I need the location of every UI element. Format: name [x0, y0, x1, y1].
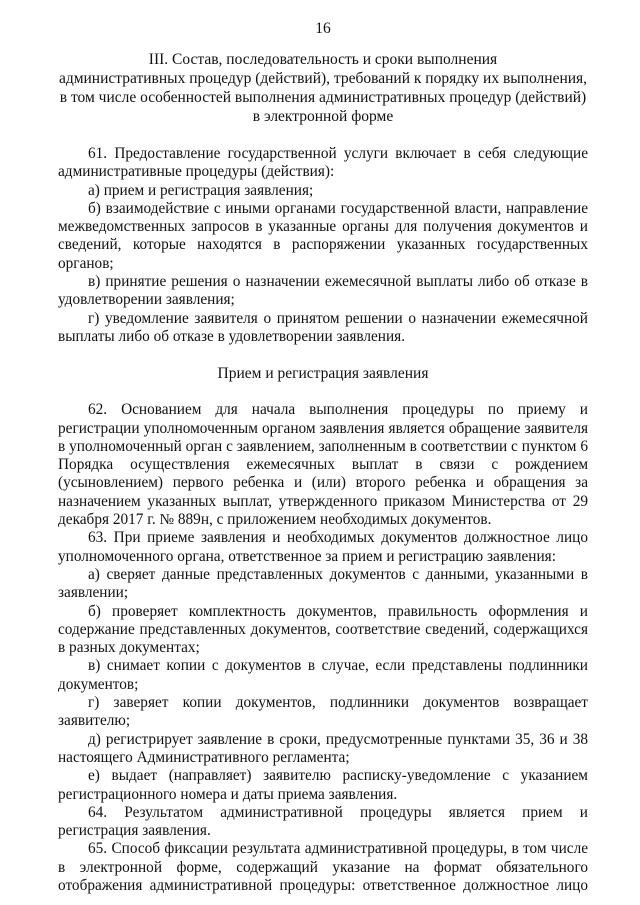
list-item-63-a: а) сверяет данные представленных документов с данными, указанными в заявлении; [58, 565, 588, 602]
list-item-63-g: г) заверяет копии документов, подлинники документов возвращает заявителю; [58, 694, 588, 730]
paragraph-64: 64. Результатом административной процедуры является прием и регистрация заявления. [58, 803, 588, 840]
list-item-v: в) принятие решения о назначении ежемесячной выплаты либо об отказе в удовлетворении заявления; [58, 273, 588, 309]
paragraph-65: 65. Способ фиксации результата административной процедуры, в том числе в электронной форме, содержащий указание на формат обязательного отображения административной процедуры: ответственное должностное лицо [58, 840, 588, 894]
subheading-reception: Прием и регистрация заявления [217, 365, 429, 383]
section-heading-line-1: III. Состав, последовательность и сроки выполнения [148, 51, 498, 68]
list-item-63-b: б) проверяет комплектность документов, правильность оформления и содержание представленных документов, соответствие сведений, содержащихся в разных документах; [58, 602, 588, 657]
paragraph-63: 63. При приеме заявления и необходимых документов должностное лицо уполномоченного органа, ответственное за прием и регистрацию заявления: [58, 529, 588, 565]
paragraph-61: 61. Предоставление государственной услуги включает в себя следующие административные процедуры (действия): [58, 145, 588, 181]
list-item-a: а) прием и регистрация заявления; [88, 181, 314, 199]
section-heading-line-4: в электронной форме [252, 108, 394, 125]
list-item-b: б) взаимодействие с иными органами государственной власти, направление межведомственных запросов в указанные органы для получения документов и сведений, которые находятся в распоряжении указанных государственных органов; [58, 199, 588, 272]
page-number: 16 [315, 20, 331, 37]
list-item-63-e: е) выдает (направляет) заявителю расписку-уведомление с указанием регистрационного номера и даты приема заявления. [58, 767, 588, 803]
list-item-g: г) уведомление заявителя о принятом решении о назначении ежемесячной выплаты либо об отказе в удовлетворении заявления. [58, 309, 588, 345]
section-heading-line-3: в том числе особенностей выполнения административных процедур (действий) [59, 89, 587, 106]
section-heading [58, 50, 588, 126]
section-heading-line-2: административных процедур (действий), требований к порядку их выполнения, [58, 70, 588, 87]
paragraph-62: 62. Основанием для начала выполнения процедуры по приему и регистрации уполномоченным органом заявления является обращение заявителя в уполномоченный орган с заявлением, заполненным в соответствии с пунктом 6 Порядка осуществления ежемесячных выплат в связи с рождением (усыновлением) первого ребенка и (или) второго ребенка и обращения за назначением указанных выплат, утвержденного приказом Министерства от 29 декабря 2017 г. № 889н, с приложением необходимых документов. [58, 401, 588, 529]
list-item-63-d: д) регистрирует заявление в сроки, предусмотренные пунктами 35, 36 и 38 настоящего Административного регламента; [58, 730, 588, 766]
list-item-63-v: в) снимает копии с документов в случае, если представлены подлинники документов; [58, 657, 588, 693]
